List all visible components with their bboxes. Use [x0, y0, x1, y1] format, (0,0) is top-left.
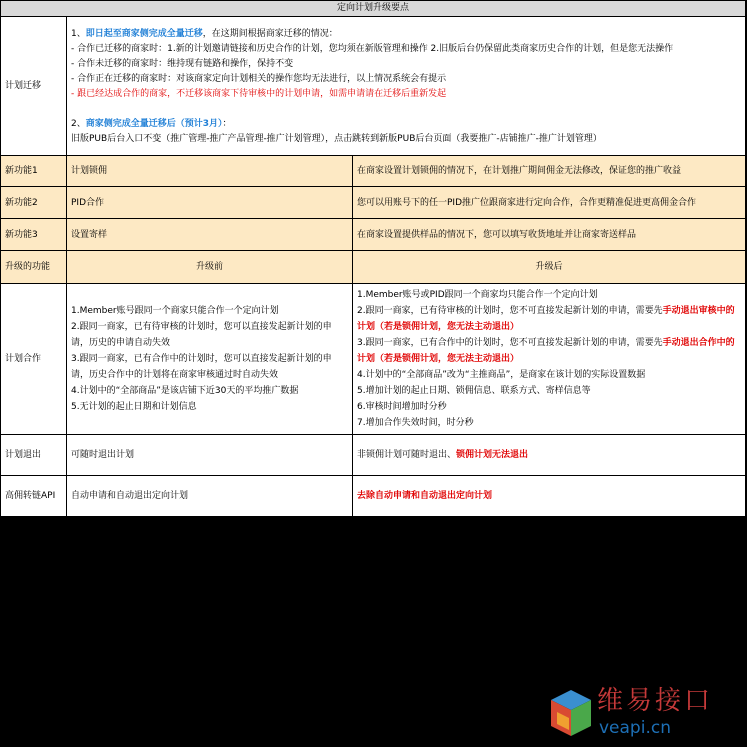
feature-label: 新功能1	[1, 156, 67, 187]
feature-name: 设置寄样	[67, 219, 353, 251]
after-header: 升级后	[353, 251, 746, 284]
plan-coop-row	[1, 284, 746, 435]
migration-p2	[71, 117, 741, 132]
p1-highlight: 即日起至商家侧完成全量迁移	[85, 29, 203, 39]
p2-rest: ：	[222, 119, 232, 129]
after-3-text: 3.跟同一商家，已有合作中的计划时，您不可直接发起新计划的申请，需要先	[357, 338, 663, 348]
plan-exit-after	[353, 435, 746, 476]
title-row	[1, 1, 746, 17]
plan-exit-before: 可随时退出计划	[67, 435, 353, 476]
migration-label: 计划迁移	[1, 17, 67, 156]
feature-row-3	[1, 219, 746, 251]
plan-coop-label: 计划合作	[1, 284, 67, 435]
plan-coop-before	[67, 284, 353, 435]
after-2-text: 2.跟同一商家，已有待审核的计划时，您不可直接发起新计划的申请，需要先	[357, 306, 663, 316]
after-3-red: 手动退出合作中的计划（若是锁佣计划，您无法主动退出）	[357, 338, 735, 364]
before-item: 3.跟同一商家，已有合作中的计划时，您可以直接发起新计划的申请，历史合作中的计划将在商家审核通过时自动失效	[71, 354, 332, 380]
p1-rest: ，在这期间根据商家迁移的情况：	[202, 29, 338, 39]
migration-line-1: - 合作已迁移的商家时：1.新的计划邀请链接和历史合作的计划，您均须在新版管理和操作 2.旧版后台仍保留此类商家历史合作的计划，但是您无法操作	[71, 44, 674, 54]
after-2-red: 手动退出审核中的计划（若是锁佣计划，您无法主动退出）	[357, 306, 735, 332]
api-before: 自动申请和自动退出定向计划	[67, 476, 353, 517]
before-item: 4.计划中的“全部商品”是该店铺下近30天的平均推广数据	[71, 386, 299, 396]
migration-p1	[71, 27, 741, 42]
before-header: 升级前	[67, 251, 353, 284]
feature-desc: 在商家设置计划锁佣的情况下，在计划推广期间佣金无法修改，保证您的推广收益	[353, 156, 746, 187]
migration-content	[67, 17, 746, 156]
after-item: 4.计划中的“全部商品”改为“主推商品”，是商家在该计划的实际设置数据	[357, 370, 646, 380]
feature-desc: 在商家设置提供样品的情况下，您可以填写收货地址并让商家寄送样品	[353, 219, 746, 251]
feature-row-1	[1, 156, 746, 187]
table-title: 定向计划升级要点	[1, 1, 746, 17]
plan-coop-after	[353, 284, 746, 435]
before-item: 5.无计划的起止日期和计划信息	[71, 402, 197, 412]
migration-line-4: - 跟已经达成合作的商家，不迁移该商家下待审核中的计划申请，如需申请请在迁移后重新发起	[71, 89, 447, 99]
veapi-logo	[545, 686, 745, 744]
before-item: 2.跟同一商家，已有待审核的计划时，您可以直接发起新计划的申请，历史的申请自动失效	[71, 322, 332, 348]
feature-name: PID合作	[67, 187, 353, 219]
migration-line-2: - 合作未迁移的商家时：维持现有链路和操作，保持不变	[71, 59, 294, 69]
spacer	[71, 102, 741, 117]
feature-label: 新功能2	[1, 187, 67, 219]
exit-after-text: 非锁佣计划可随时退出、	[357, 450, 457, 460]
upgrade-header-label: 升级的功能	[1, 251, 67, 284]
after-item: 1.Member账号或PID跟同一个商家均只能合作一个定向计划	[357, 290, 598, 300]
after-item: 7.增加合作失效时间，时分秒	[357, 418, 474, 428]
api-label: 高佣转链API	[1, 476, 67, 517]
p1-number: 1、	[71, 29, 86, 39]
feature-desc: 您可以用账号下的任一PID推广位跟商家进行定向合作，合作更精准促进更高佣金合作	[353, 187, 746, 219]
after-item: 6.审核时间增加时分秒	[357, 402, 447, 412]
logo-domain: veapi.cn	[599, 718, 671, 738]
feature-name: 计划锁佣	[67, 156, 353, 187]
logo-chinese: 维易接口	[597, 686, 714, 716]
after-item	[357, 335, 741, 367]
plan-exit-label: 计划退出	[1, 435, 67, 476]
api-after: 去除自动申请和自动退出定向计划	[353, 476, 746, 517]
after-item	[357, 303, 741, 335]
plan-exit-row	[1, 435, 746, 476]
p2-highlight: 商家侧完成全量迁移后（预计3月）	[85, 119, 223, 129]
p2-number: 2、	[71, 119, 86, 129]
after-item: 5.增加计划的起止日期、锁佣信息、联系方式、寄样信息等	[357, 386, 591, 396]
api-row	[1, 476, 746, 517]
upgrade-header-row	[1, 251, 746, 284]
migration-line-5: 旧版PUB后台入口不变（推广管理-推广产品管理-推广计划管理），点击跳转到新版PUB后台页面（我要推广-店铺推广-推广计划管理）	[71, 134, 602, 144]
migration-row	[1, 17, 746, 156]
exit-after-red: 锁佣计划无法退出	[456, 450, 529, 460]
cube-logo-icon	[545, 686, 597, 744]
feature-label: 新功能3	[1, 219, 67, 251]
feature-row-2	[1, 187, 746, 219]
before-item: 1.Member账号跟同一个商家只能合作一个定向计划	[71, 306, 279, 316]
migration-line-3: - 合作正在迁移的商家时：对该商家定向计划相关的操作您均无法进行，以上情况系统会有提示	[71, 74, 447, 84]
